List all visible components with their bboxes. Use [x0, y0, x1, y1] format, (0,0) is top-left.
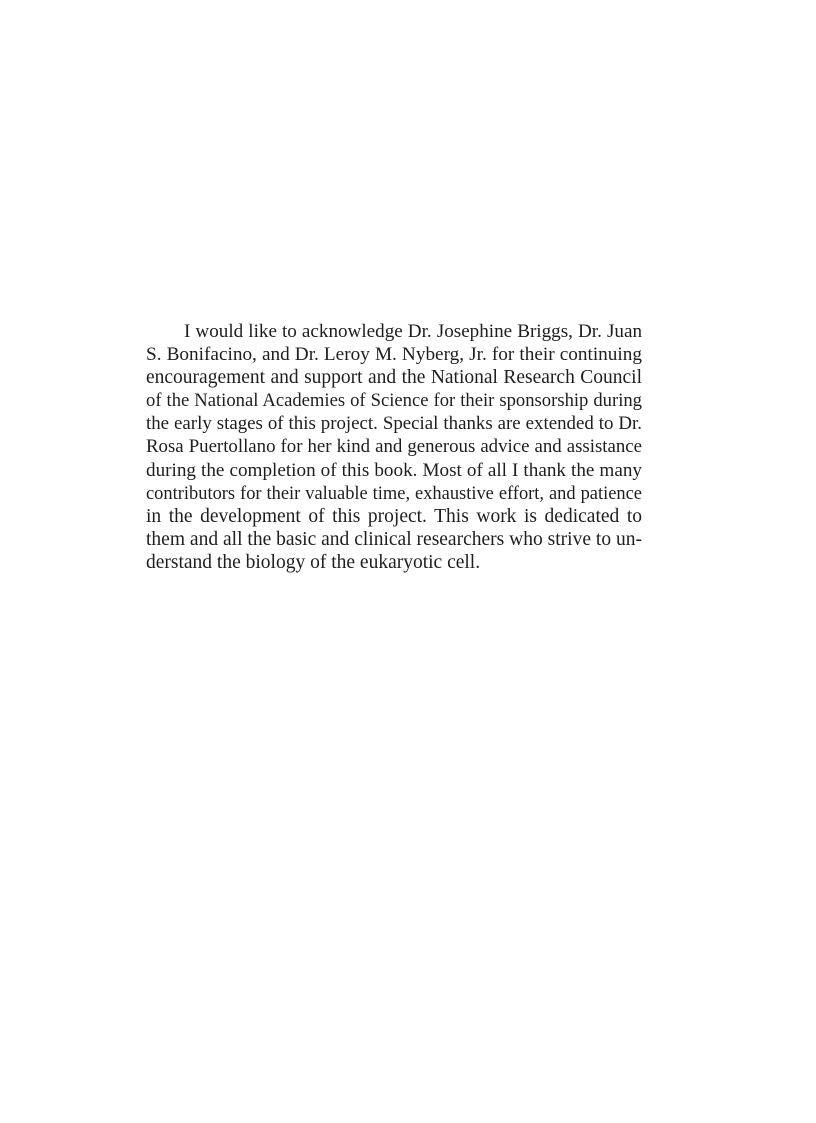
- acknowledgment-paragraph: [146, 320, 642, 574]
- paragraph-line: S. Bonifacino, and Dr. Leroy M. Nyberg, Jr. for their continuing: [146, 344, 642, 366]
- paragraph-line: I would like to acknowledge Dr. Josephine Briggs, Dr. Juan: [184, 321, 642, 342]
- paragraph-line: them and all the basic and clinical researchers who strive to un-: [146, 528, 642, 550]
- paragraph-line: during the completion of this book. Most of all I thank the many: [146, 459, 642, 481]
- paragraph-line: of the National Academies of Science for their sponsorship during: [146, 390, 642, 412]
- paragraph-line: encouragement and support and the National Research Council: [146, 367, 642, 389]
- paragraph-line: Rosa Puertollano for her kind and generous advice and assistance: [146, 436, 642, 458]
- paragraph-line: the early stages of this project. Special thanks are extended to Dr.: [146, 413, 642, 435]
- paragraph-line: contributors for their valuable time, exhaustive effort, and patience: [146, 482, 642, 503]
- paragraph-line: in the development of this project. This work is dedicated to: [146, 505, 642, 527]
- paragraph-line: derstand the biology of the eukaryotic cell.: [146, 551, 481, 573]
